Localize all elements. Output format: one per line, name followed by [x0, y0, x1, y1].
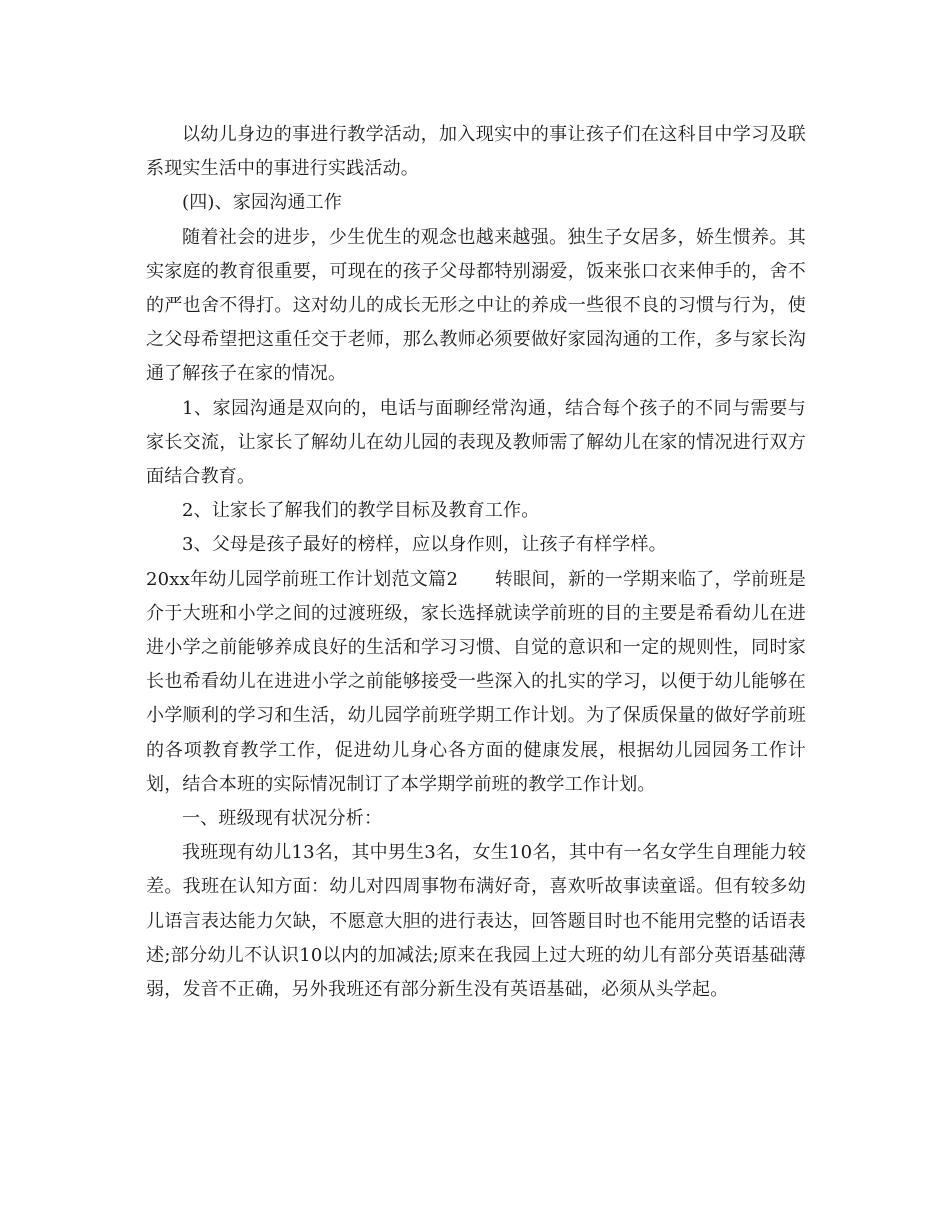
- paragraph-article-2-intro: 20xx年幼儿园学前班工作计划范文篇2 转眼间，新的一学期来临了，学前班是介于大班和小学之间的过渡班级，家长选择就读学前班的目的主要是希看幼儿在进进小学之前能够养成良好的生活和学习习惯、自觉的意识和一定的规则性，同时家长也希看幼儿在进进小学之前能够接受一些深入的扎实的学习，以便于幼儿能够在小学顺利的学习和生活，幼儿园学前班学期工作计划。为了保质保量的做好学前班的各项教育教学工作，促进幼儿身心各方面的健康发展，根据幼儿园园务工作计划，结合本班的实际情况制订了本学期学前班的教学工作计划。: [146, 568, 806, 795]
- paragraph-point-3: 3、父母是孩子最好的榜样，应以身作则，让孩子有样学样。: [182, 534, 667, 556]
- section-heading-home-school-communication: (四)、家园沟通工作: [182, 192, 343, 214]
- paragraph-class-status: 我班现有幼儿13名，其中男生3名，女生10名，其中有一名女学生自理能力较差。我班在认知方面：幼儿对四周事物布满好奇，喜欢听故事读童谣。但有较多幼儿语言表达能力欠缺，不愿意大胆的进行表达，回答题目时也不能用完整的话语表述;部分幼儿不认识10以内的加减法;原来在我园上过大班的幼儿有部分英语基础薄弱，发音不正确，另外我班还有部分新生没有英语基础，必须从头学起。: [146, 842, 806, 1001]
- paragraph-point-2: 2、让家长了解我们的教学目标及教育工作。: [182, 500, 540, 522]
- paragraph-teaching-activities: 以幼儿身边的事进行教学活动，加入现实中的事让孩子们在这科目中学习及联系现实生活中的事进行实践活动。: [146, 124, 806, 180]
- document-page: [146, 118, 806, 1007]
- section-heading-class-analysis: 一、班级现有状况分析：: [182, 808, 383, 830]
- paragraph-point-1: 1、家园沟通是双向的，电话与面聊经常沟通，结合每个孩子的不同与需要与家长交流，让家长了解幼儿在幼儿园的表现及教师需了解幼儿在家的情况进行双方面结合教育。: [146, 397, 806, 488]
- paragraph-social-progress: 随着社会的进步，少生优生的观念也越来越强。独生子女居多，娇生惯养。其实家庭的教育很重要，可现在的孩子父母都特别溺爱，饭来张口衣来伸手的，舍不的严也舍不得打。这对幼儿的成长无形之中让的养成一些很不良的习惯与行为，使之父母希望把这重任交于老师，那么教师必须要做好家园沟通的工作，多与家长沟通了解孩子在家的情况。: [146, 226, 806, 385]
